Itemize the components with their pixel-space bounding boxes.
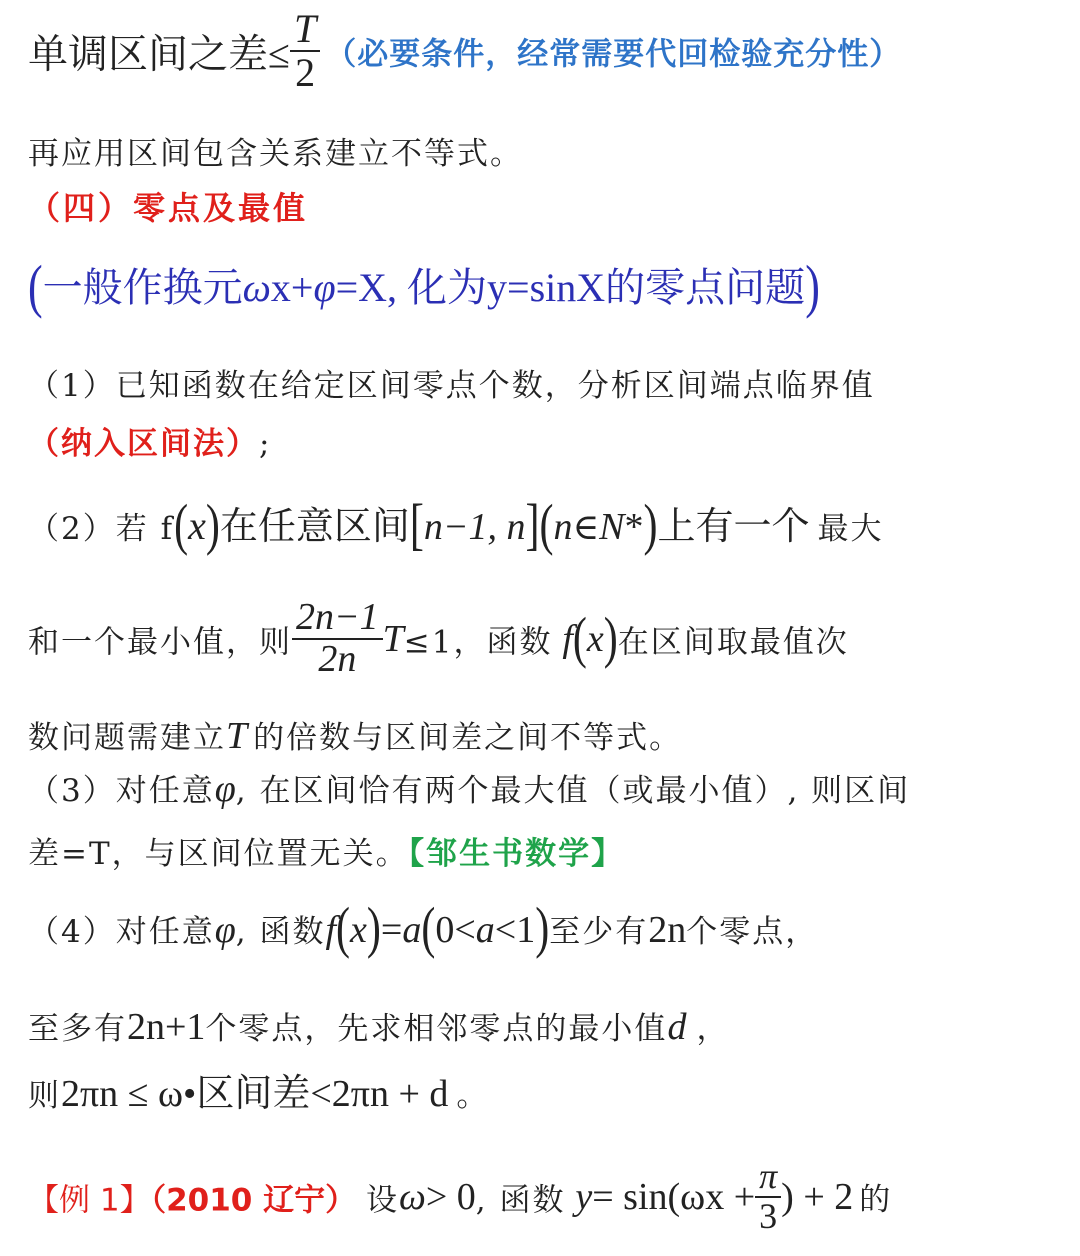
p2b-numerator: 2n−1: [292, 598, 383, 640]
numerator: T: [290, 8, 320, 52]
p2b-le: ≤1，函数: [403, 624, 553, 661]
p4-eq: =: [380, 909, 403, 951]
phi-symbol: φ: [313, 265, 336, 310]
hint-x: x+: [270, 265, 314, 310]
monotonic-interval-condition: [28, 8, 901, 94]
p2-any-interval: 在任意区间: [219, 506, 410, 548]
close-paren: ): [805, 253, 820, 320]
p4c-expr1: 2πn ≤ ω•: [61, 1073, 197, 1115]
example-source: （2010 辽宁）: [150, 1182, 357, 1219]
p4-at-least: 至少有: [549, 914, 649, 950]
ex-tail: ) + 2: [781, 1175, 854, 1218]
ex-omega: ω: [399, 1175, 426, 1218]
p2-in: ∈: [572, 507, 600, 547]
ex-three: 3: [759, 1195, 778, 1236]
p4b-expr: 2n+1: [127, 1006, 206, 1048]
ex-gt0: > 0: [425, 1175, 476, 1218]
p2-max: 最大: [817, 511, 884, 547]
p3-tail: , 在区间恰有两个最大值（或最小值）, 则区间: [235, 773, 911, 809]
point-2-line-b: 和一个最小值，则 $\frac{2n-1}{2n}$ T≤1，函数 f(x)在区间取最值次: [28, 596, 849, 680]
p2-n: n: [553, 506, 573, 548]
p4b-text: 个零点，先求相邻零点的最小值: [205, 1011, 668, 1047]
p2-star: *: [624, 506, 644, 548]
point-1-line-b: [28, 418, 269, 463]
ex-de: 的: [859, 1182, 893, 1219]
brand-tag: 【邹生书数学】: [408, 836, 625, 872]
p2b-x: x: [586, 617, 604, 660]
p4b-d: d: [667, 1006, 687, 1048]
p4b-lead: 至多有: [28, 1011, 127, 1047]
p4c-expr2: 2πn + d: [331, 1073, 449, 1115]
denominator: 2: [295, 50, 316, 95]
p4-a: a: [402, 909, 422, 951]
p4b-comma: ，: [696, 1011, 730, 1047]
p4-x: x: [350, 909, 367, 951]
point-3-line-b: [28, 828, 624, 873]
inclusion-method-label: （纳入区间法）: [28, 426, 259, 462]
p2c-lead: 数问题需建立: [28, 720, 226, 756]
p2-has-one: 上有一个: [657, 506, 810, 548]
p2c-tail: 的倍数与区间差之间不等式。: [253, 720, 683, 756]
fraction-2n-1-over-2n: [292, 598, 383, 680]
ex-sin: = sin(ωx +: [592, 1175, 756, 1218]
point-1-line-a: （1）已知函数在给定区间零点个数，分析区间端点临界值: [28, 368, 875, 404]
example-1-line: [28, 1158, 892, 1236]
p4-a2: a: [475, 909, 495, 951]
p2-interval: n−1, n: [423, 506, 526, 548]
p2-lead: （2）若 f: [28, 511, 175, 547]
p4-zero: 0<: [435, 909, 476, 951]
p4-phi: φ: [214, 909, 236, 951]
hint-text-a: 一般作换元: [42, 265, 243, 310]
point-2-line-c: [28, 712, 682, 758]
ex-func: , 函数: [475, 1182, 566, 1219]
p2c-T: T: [226, 715, 248, 757]
p2b-f: f: [562, 617, 573, 660]
omega-symbol: ω: [242, 265, 271, 310]
ex-pi: π: [755, 1158, 781, 1198]
p4-f: f: [325, 909, 337, 951]
point-4-line-a: （4）对任意φ, 函数f(x)=a(0<a<1)至少有2n个零点，: [28, 897, 819, 961]
p2b-tail: 在区间取最值次: [617, 624, 849, 661]
p4c-text: 区间差<: [196, 1073, 332, 1115]
section-heading: （四）零点及最值: [28, 189, 309, 227]
p2b-lead: 和一个最小值，则: [28, 624, 292, 661]
point-4-line-c: [28, 1062, 489, 1117]
p4-zeros: 个零点，: [686, 914, 819, 950]
p4-2n: 2n: [648, 909, 687, 951]
p2-x: x: [188, 503, 206, 548]
p2b-T: T: [382, 617, 404, 660]
p4c-lead: 则: [28, 1078, 61, 1114]
p3b-text: 差=T，与区间位置无关。: [28, 836, 409, 872]
p4-func: , 函数: [235, 914, 326, 950]
hint-rest: =X, 化为y=sinX的零点问题: [335, 265, 806, 310]
substitution-hint: [28, 253, 820, 320]
p2b-denominator: 2n: [318, 637, 357, 680]
open-paren: (: [28, 253, 43, 320]
fraction-pi-over-3: [755, 1158, 781, 1236]
ex-set: 设: [366, 1182, 400, 1219]
point-3-line-a: [28, 765, 910, 811]
lead-text: 单调区间之差≤: [28, 31, 290, 77]
p3-phi: φ: [214, 768, 236, 810]
fraction-T-over-2: [290, 8, 320, 94]
necessary-condition-note: （必要条件，经常需要代回检验充分性）: [325, 36, 902, 73]
p4c-period: 。: [456, 1078, 490, 1114]
inclusion-inequality-line: 再应用区间包含关系建立不等式。: [28, 136, 523, 172]
semicolon: ;: [259, 426, 270, 462]
point-2-line-a: （2）若 f(x)在任意区间[n−1, n](n∈N*)上有一个 最大: [28, 494, 884, 558]
p3-lead: （3）对任意: [28, 773, 215, 809]
ex-y: y: [575, 1175, 593, 1218]
p4-lead: （4）对任意: [28, 914, 215, 950]
example-label: 【例 1】: [28, 1182, 151, 1219]
p2-N: N: [599, 506, 625, 548]
p4-lt1: <1: [494, 909, 536, 951]
point-4-line-b: [28, 1003, 729, 1049]
